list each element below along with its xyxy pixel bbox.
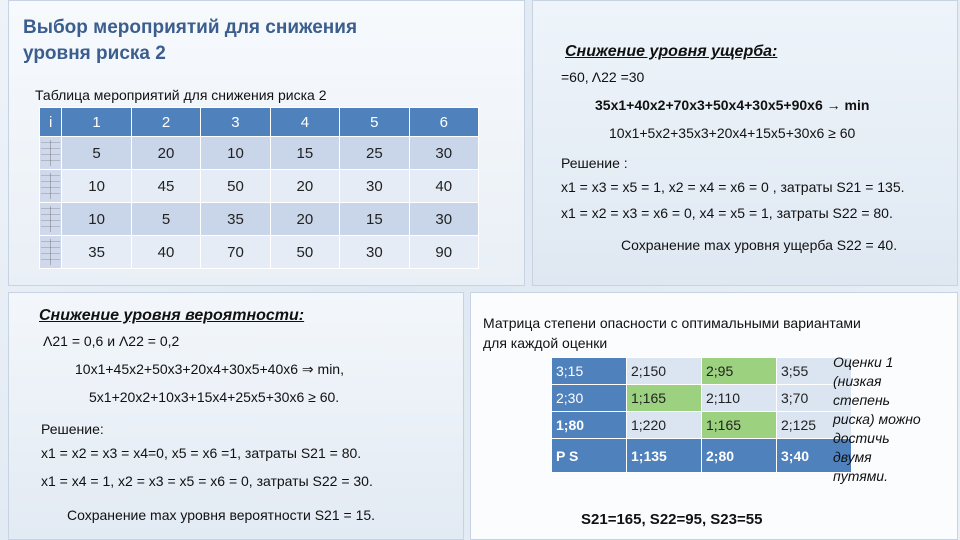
table-caption: Таблица мероприятий для снижения риска 2 xyxy=(35,87,327,103)
probability-solution-2: x1 = x4 = 1, x2 = x3 = x5 = x6 = 0, затраты S22 = 30. xyxy=(41,473,373,489)
damage-solution-2: x1 = x2 = x3 = x6 = 0, x4 = x5 = 1, затраты S22 = 80. xyxy=(561,205,893,221)
table-cell: 70 xyxy=(201,236,270,269)
matrix-corner-cell: P S xyxy=(552,439,627,473)
matrix-cell: 1;135 xyxy=(627,439,702,473)
table-cell: 20 xyxy=(131,137,200,170)
matrix-note: Оценки 1 (низкая степень риска) можно достичь двумя путями. xyxy=(833,354,921,484)
mini-grid-image xyxy=(40,137,62,170)
matrix-cell: 1;220 xyxy=(627,412,702,439)
header-cell: 5 xyxy=(340,108,409,137)
damage-title: Снижение уровня ущерба: xyxy=(565,43,778,60)
table-cell: 15 xyxy=(340,203,409,236)
table-cell: 30 xyxy=(340,170,409,203)
table-row xyxy=(40,203,479,236)
matrix-row xyxy=(552,358,852,385)
matrix-row xyxy=(552,439,852,473)
matrix-cell: 2;80 xyxy=(702,439,777,473)
header-cell: 4 xyxy=(270,108,339,137)
probability-max: Сохранение max уровня вероятности S21 = 15. xyxy=(67,507,376,523)
table-cell: 50 xyxy=(270,236,339,269)
header-cell: 1 xyxy=(62,108,131,137)
table-header-row xyxy=(40,108,479,137)
table-cell: 90 xyxy=(409,236,478,269)
matrix-cell: 1;165 xyxy=(627,385,702,412)
probability-panel xyxy=(8,292,464,540)
header-cell: 6 xyxy=(409,108,478,137)
hazard-matrix xyxy=(551,357,852,473)
matrix-cell: 2;110 xyxy=(702,385,777,412)
header-cell: i xyxy=(40,108,62,137)
matrix-cell: 3;40 xyxy=(777,439,852,473)
table-cell: 30 xyxy=(409,137,478,170)
table-cell: 20 xyxy=(270,203,339,236)
table-cell: 10 xyxy=(62,170,131,203)
damage-objective: 35x1+40x2+70x3+50x4+30x5+90x6 → min xyxy=(595,97,870,113)
table-cell: 45 xyxy=(131,170,200,203)
header-cell: 3 xyxy=(201,108,270,137)
matrix-panel xyxy=(470,292,958,540)
matrix-cell: 1;165 xyxy=(702,412,777,439)
probability-solution-label: Решение: xyxy=(41,421,104,437)
header-cell: 2 xyxy=(131,108,200,137)
table-row xyxy=(40,137,479,170)
matrix-cell: 2;125 xyxy=(777,412,852,439)
mini-grid-image xyxy=(40,170,62,203)
table-cell: 20 xyxy=(270,170,339,203)
table-cell: 40 xyxy=(131,236,200,269)
table-cell: 35 xyxy=(201,203,270,236)
probability-solution-1: x1 = x2 = x3 = x4=0, x5 = x6 =1, затраты S21 = 80. xyxy=(41,445,362,461)
table-cell: 10 xyxy=(62,203,131,236)
matrix-caption: Матрица степени опасности с оптимальными вариантами для каждой оценки xyxy=(483,315,861,351)
measures-panel xyxy=(8,0,525,286)
table-cell: 50 xyxy=(201,170,270,203)
table-cell: 5 xyxy=(131,203,200,236)
probability-given: Λ21 = 0,6 и Λ22 = 0,2 xyxy=(43,333,180,349)
damage-panel xyxy=(532,0,958,286)
matrix-cell: 3;15 xyxy=(552,358,627,385)
table-cell: 35 xyxy=(62,236,131,269)
matrix-cell: 2;95 xyxy=(702,358,777,385)
damage-solution-label: Решение : xyxy=(561,155,628,171)
measures-table xyxy=(39,107,479,269)
matrix-cell: 1;80 xyxy=(552,412,627,439)
matrix-cell: 2;150 xyxy=(627,358,702,385)
table-cell: 25 xyxy=(340,137,409,170)
slide-title: Выбор мероприятий для снижения уровня риска 2 xyxy=(23,17,358,64)
probability-objective: 10x1+45x2+50x3+20x4+30x5+40x6 ⇒ min, xyxy=(75,361,344,377)
damage-constraint: 10x1+5x2+35x3+20x4+15x5+30x6 ≥ 60 xyxy=(609,125,856,141)
damage-solution-1: x1 = x3 = x5 = 1, x2 = x4 = x6 = 0 , затраты S21 = 135. xyxy=(561,179,905,195)
damage-given: =60, Λ22 =30 xyxy=(561,69,645,85)
table-cell: 15 xyxy=(270,137,339,170)
matrix-row xyxy=(552,412,852,439)
table-cell: 30 xyxy=(409,203,478,236)
probability-title: Снижение уровня вероятности: xyxy=(39,307,305,324)
table-row xyxy=(40,170,479,203)
matrix-sums: S21=165, S22=95, S23=55 xyxy=(581,511,763,528)
mini-grid-image xyxy=(40,236,62,269)
table-cell: 40 xyxy=(409,170,478,203)
table-cell: 30 xyxy=(340,236,409,269)
matrix-cell: 2;30 xyxy=(552,385,627,412)
probability-constraint: 5x1+20x2+10x3+15x4+25x5+30x6 ≥ 60. xyxy=(89,389,340,405)
mini-grid-image xyxy=(40,203,62,236)
table-cell: 5 xyxy=(62,137,131,170)
damage-max: Сохранение max уровня ущерба S22 = 40. xyxy=(621,237,898,253)
matrix-cell: 3;55 xyxy=(777,358,852,385)
table-cell: 10 xyxy=(201,137,270,170)
matrix-cell: 3;70 xyxy=(777,385,852,412)
matrix-row xyxy=(552,385,852,412)
table-row xyxy=(40,236,479,269)
